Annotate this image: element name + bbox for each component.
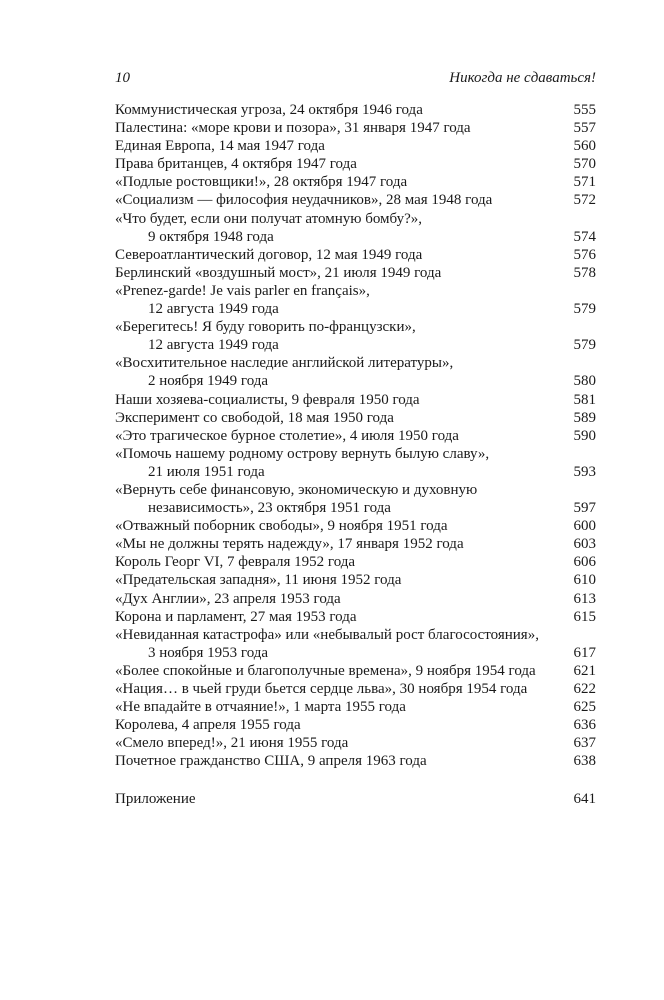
toc-entry bbox=[115, 391, 596, 409]
toc-entry bbox=[115, 734, 596, 752]
toc-entry-title bbox=[115, 716, 596, 734]
toc-entry-page-number: 590 bbox=[573, 427, 596, 444]
toc-entry-page-number: 581 bbox=[573, 391, 596, 408]
toc-entry bbox=[115, 662, 596, 680]
toc-entry-page-number: 578 bbox=[573, 264, 596, 281]
toc-entry-page-number: 600 bbox=[573, 518, 596, 535]
toc-entry-title bbox=[115, 264, 596, 282]
toc-entry-title bbox=[115, 137, 596, 155]
toc-entry bbox=[115, 191, 596, 209]
toc-entry-page-number: 560 bbox=[573, 138, 596, 155]
toc-entry-title-line: «Не впадайте в отчаяние!», 1 марта 1955 года bbox=[115, 699, 406, 716]
appendix-title: Приложение bbox=[115, 791, 196, 807]
toc-entry bbox=[115, 155, 596, 173]
toc-entry-title bbox=[115, 752, 596, 770]
toc-entry bbox=[115, 210, 596, 246]
toc-entry-page-number: 571 bbox=[573, 174, 596, 191]
toc-entry-page-number: 589 bbox=[573, 409, 596, 426]
toc-entry bbox=[115, 119, 596, 137]
toc-entry-title-line: Почетное гражданство США, 9 апреля 1963 года bbox=[115, 753, 427, 770]
table-of-contents bbox=[115, 101, 596, 770]
toc-entry-title-line: «Что будет, если они получат атомную бомбу?», bbox=[115, 210, 423, 227]
toc-entry bbox=[115, 354, 596, 390]
toc-entry bbox=[115, 282, 596, 318]
toc-entry bbox=[115, 571, 596, 589]
toc-entry-title bbox=[115, 680, 596, 698]
toc-entry-title-line: «Более спокойные и благополучные времена», 9 ноября 1954 года bbox=[115, 662, 536, 679]
toc-entry-title bbox=[115, 119, 596, 137]
toc-entry-title bbox=[115, 535, 596, 553]
toc-entry-page-number: 580 bbox=[573, 373, 596, 390]
toc-entry-page-number: 579 bbox=[573, 301, 596, 318]
toc-entry-page-number: 621 bbox=[573, 662, 596, 679]
toc-entry-title-continuation: 9 октября 1948 года bbox=[148, 228, 274, 245]
book-title: Никогда не сдаваться! bbox=[449, 70, 596, 86]
toc-entry-title bbox=[115, 354, 596, 390]
toc-entry-page-number: 636 bbox=[573, 717, 596, 734]
toc-entry-page-number: 625 bbox=[573, 699, 596, 716]
toc-entry-page-number: 615 bbox=[573, 608, 596, 625]
toc-entry-page-number: 593 bbox=[573, 463, 596, 480]
toc-entry-title bbox=[115, 481, 596, 517]
running-header bbox=[115, 70, 596, 90]
toc-entry-page-number: 617 bbox=[573, 644, 596, 661]
toc-entry bbox=[115, 409, 596, 427]
toc-entry-title bbox=[115, 391, 596, 409]
toc-entry bbox=[115, 264, 596, 282]
toc-entry-page-number: 576 bbox=[573, 246, 596, 263]
toc-entry bbox=[115, 535, 596, 553]
toc-entry bbox=[115, 101, 596, 119]
toc-entry-title bbox=[115, 626, 596, 662]
toc-entry-title bbox=[115, 210, 596, 246]
toc-entry-title-line: Североатлантический договор, 12 мая 1949 года bbox=[115, 246, 423, 263]
toc-entry-appendix bbox=[115, 790, 596, 808]
toc-entry-title-line: Король Георг VI, 7 февраля 1952 года bbox=[115, 554, 356, 571]
toc-entry-title-line: Единая Европа, 14 мая 1947 года bbox=[115, 138, 325, 155]
toc-entry-title-line: «Помочь нашему родному острову вернуть былую славу», bbox=[115, 445, 490, 462]
toc-entry-title bbox=[115, 590, 596, 608]
toc-entry-title-line: Коммунистическая угроза, 24 октября 1946 года bbox=[115, 102, 423, 118]
toc-entry-title bbox=[115, 734, 596, 752]
toc-entry-page-number: 638 bbox=[573, 753, 596, 770]
toc-entry-title bbox=[115, 608, 596, 626]
toc-entry-title-line: Берлинский «воздушный мост», 21 июля 1949 года bbox=[115, 264, 442, 281]
toc-entry bbox=[115, 590, 596, 608]
toc-entry-title-line: Наши хозяева-социалисты, 9 февраля 1950 года bbox=[115, 391, 420, 408]
toc-entry-title bbox=[115, 246, 596, 264]
toc-entry-title-continuation: независимость», 23 октября 1951 года bbox=[148, 500, 391, 517]
page-number: 10 bbox=[115, 70, 130, 86]
toc-entry-title bbox=[115, 517, 596, 535]
toc-entry-page-number: 570 bbox=[573, 156, 596, 173]
toc-entry-title-line: «Дух Англии», 23 апреля 1953 года bbox=[115, 590, 341, 607]
appendix-page-number: 641 bbox=[573, 791, 596, 807]
toc-entry-title-line: «Предательская западня», 11 июня 1952 года bbox=[115, 572, 402, 589]
toc-entry-title bbox=[115, 155, 596, 173]
toc-entry-title-line: «Отважный поборник свободы», 9 ноября 1951 года bbox=[115, 518, 448, 535]
toc-entry bbox=[115, 517, 596, 535]
toc-entry-title bbox=[115, 662, 596, 680]
toc-entry-title-line: «Вернуть себе финансовую, экономическую и духовную bbox=[115, 481, 478, 498]
toc-entry-page-number: 557 bbox=[573, 120, 596, 137]
toc-entry-page-number: 597 bbox=[573, 500, 596, 517]
toc-entry-title bbox=[115, 427, 596, 445]
toc-entry bbox=[115, 716, 596, 734]
toc-entry-page-number: 622 bbox=[573, 681, 596, 697]
toc-entry bbox=[115, 318, 596, 354]
toc-entry-title-line: «Мы не должны терять надежду», 17 января 1952 года bbox=[115, 536, 464, 553]
toc-entry-title bbox=[115, 173, 596, 191]
toc-entry-title-continuation: 12 августа 1949 года bbox=[148, 337, 279, 354]
toc-entry bbox=[115, 626, 596, 662]
toc-entry-title-line: Палестина: «море крови и позора», 31 января 1947 года bbox=[115, 120, 471, 137]
toc-entry-title-continuation: 12 августа 1949 года bbox=[148, 301, 279, 318]
toc-entry bbox=[115, 137, 596, 155]
toc-entry-title-line: Корона и парламент, 27 мая 1953 года bbox=[115, 608, 357, 625]
toc-entry bbox=[115, 481, 596, 517]
toc-entry-title-line: «Нация… в чьей груди бьется сердце льва», 30 ноября 1954 года bbox=[115, 681, 528, 697]
toc-entry-title-line: «Невиданная катастрофа» или «небывалый рост благосостояния», bbox=[115, 626, 539, 643]
toc-entry-page-number: 574 bbox=[573, 228, 596, 245]
toc-entry-title bbox=[115, 282, 596, 318]
toc-entry bbox=[115, 445, 596, 481]
toc-entry-title-line: «Подлые ростовщики!», 28 октября 1947 года bbox=[115, 174, 408, 191]
toc-entry-title-continuation: 2 ноября 1949 года bbox=[148, 373, 269, 390]
toc-entry bbox=[115, 752, 596, 770]
toc-entry-page-number: 579 bbox=[573, 337, 596, 354]
toc-entry-title bbox=[115, 318, 596, 354]
toc-entry bbox=[115, 680, 596, 698]
toc-entry-title-line: Королева, 4 апреля 1955 года bbox=[115, 717, 301, 734]
toc-entry-title-line: «Социализм — философия неудачников», 28 мая 1948 года bbox=[115, 192, 493, 209]
toc-entry bbox=[115, 427, 596, 445]
toc-entry bbox=[115, 608, 596, 626]
toc-entry-title bbox=[115, 571, 596, 589]
toc-entry-title-line: «Берегитесь! Я буду говорить по-французски», bbox=[115, 319, 416, 336]
toc-entry-title-line: «Это трагическое бурное столетие», 4 июля 1950 года bbox=[115, 427, 459, 444]
toc-entry-title bbox=[115, 445, 596, 481]
toc-entry-title-line: Эксперимент со свободой, 18 мая 1950 года bbox=[115, 409, 394, 426]
toc-entry-title bbox=[115, 409, 596, 427]
toc-entry-title bbox=[115, 698, 596, 716]
toc-entry-title bbox=[115, 553, 596, 571]
toc-entry-title bbox=[115, 101, 596, 119]
toc-entry bbox=[115, 698, 596, 716]
toc-entry-title-line: «Prenez-garde! Je vais parler en français», bbox=[115, 282, 370, 299]
toc-entry bbox=[115, 553, 596, 571]
toc-entry-page-number: 555 bbox=[573, 102, 596, 118]
toc-entry bbox=[115, 173, 596, 191]
toc-entry-title-line: «Восхитительное наследие английской литературы», bbox=[115, 355, 454, 372]
toc-entry-title-continuation: 3 ноября 1953 года bbox=[148, 644, 269, 661]
toc-entry-title-continuation: 21 июля 1951 года bbox=[148, 463, 265, 480]
toc-entry-page-number: 603 bbox=[573, 536, 596, 553]
toc-entry-page-number: 610 bbox=[573, 572, 596, 589]
toc-entry-title-line: «Смело вперед!», 21 июня 1955 года bbox=[115, 735, 349, 752]
toc-entry-title bbox=[115, 191, 596, 209]
toc-entry-page-number: 572 bbox=[573, 192, 596, 209]
toc-entry bbox=[115, 246, 596, 264]
toc-entry-page-number: 637 bbox=[573, 735, 596, 752]
toc-entry-page-number: 613 bbox=[573, 590, 596, 607]
toc-entry-page-number: 606 bbox=[573, 554, 596, 571]
toc-entry-title-line: Права британцев, 4 октября 1947 года bbox=[115, 156, 357, 173]
